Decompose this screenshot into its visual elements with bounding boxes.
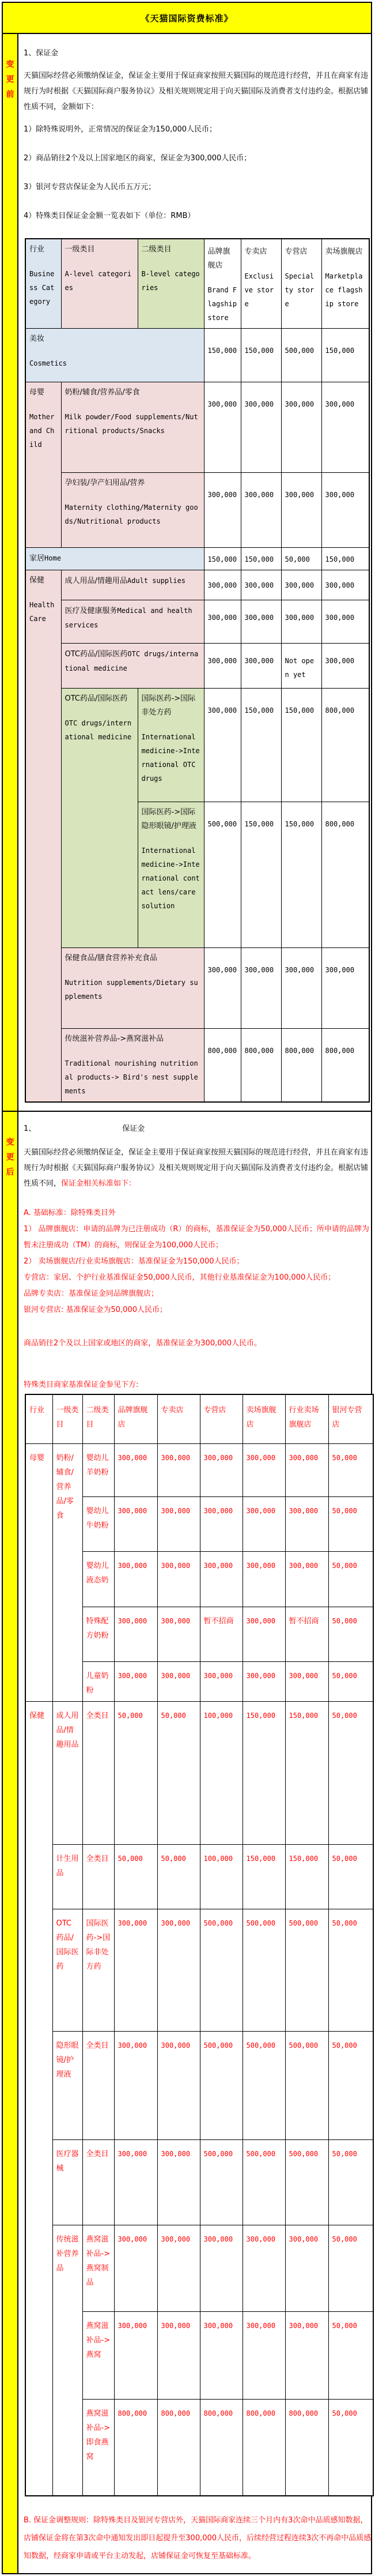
value-cell: 800,000 [157, 2399, 200, 2496]
value-cell: 150,000 [204, 329, 241, 382]
value-cell: 300,000 [114, 1909, 157, 2031]
table-row-international-otc [25, 689, 369, 802]
category-cell: 医疗及健康服务Medical and health services [61, 600, 204, 644]
value-cell: 800,000 [321, 802, 369, 948]
header-industry-marketplace-flagship: 行业卖场旗舰店 [285, 1394, 328, 1443]
value-cell: 300,000 [281, 382, 321, 473]
value-cell: 300,000 [114, 2139, 157, 2225]
table-header-row [25, 1394, 373, 1443]
after-intro-paragraph: 天猫国际经营必须缴纳保证金，保证金主要用于保证商家按照天猫国际的规范进行经营，并且在商家有违规行为时根据《天猫国际商户服务协议》及相关规则规定用于向天猫国际及消费者支付违约金。根据店铺性质不同，保证金相关标准如下： [24, 1148, 369, 1188]
categoryB-cell: 全类目 [82, 2139, 114, 2225]
categoryB-cell: 婴幼儿羊奶粉 [82, 1443, 114, 1496]
value-cell: 800,000 [241, 1029, 281, 1103]
header-industry: 行业 Business Category [25, 239, 61, 329]
value-cell: 300,000 [200, 1443, 243, 1496]
value-cell: 800,000 [285, 2399, 328, 2496]
table-row-cosmetics [25, 329, 369, 382]
value-cell: 300,000 [243, 1443, 285, 1496]
value-cell: 150,000 [281, 802, 321, 948]
value-cell: 300,000 [281, 600, 321, 644]
value-cell: 300,000 [321, 644, 369, 689]
before-heading: 1、保证金 [24, 49, 59, 58]
rule-brand-flagship: 1） 品牌旗舰店：申请的品牌为已注册成功（R）的商标，基准保证金为50,000人民币；所申请的品牌为暂未注册成功（TM）的商标，则保证金为100,000人民币； [24, 1225, 369, 1250]
header-catA: 一级类目 A-level categories [61, 239, 138, 329]
sidebar-label-before: 变更前 [3, 34, 18, 1111]
categoryB-cell: 燕窝滋补品->燕窝制品 [82, 2225, 114, 2311]
value-cell: 500,000 [285, 1909, 328, 2031]
value-cell: 300,000 [281, 570, 321, 600]
value-cell: 300,000 [204, 689, 241, 802]
category-cell: 美妆 Cosmetics [25, 329, 204, 382]
category-cell: 奶粉/辅食/营养品/零食 Milk powder/Food supplements/Nutritional products/Snacks [61, 382, 204, 473]
document-title-band [3, 3, 371, 34]
value-cell: 300,000 [114, 1551, 157, 1607]
value-cell: 300,000 [285, 1443, 328, 1496]
category-cell: OTC药品/国际医药OTC drugs/international medicine [61, 644, 204, 689]
value-cell: 300,000 [200, 2225, 243, 2311]
value-cell: 150,000 [241, 329, 281, 382]
value-cell: 150,000 [243, 1844, 285, 1909]
categoryB-cell: 婴幼儿牛奶粉 [82, 1496, 114, 1551]
rule-marketplace-flagship: 2） 卖场旗舰店/行业卖场旗舰店：基准保证金为150,000人民币； [24, 1257, 244, 1266]
value-cell: 300,000 [285, 2311, 328, 2399]
value-cell: 300,000 [204, 948, 241, 1029]
industry-cell: 母婴 Mother and Child [25, 382, 61, 548]
value-cell: 300,000 [157, 2311, 200, 2399]
value-cell: 150,000 [285, 1701, 328, 1844]
header-catB: 二级类目 [82, 1394, 114, 1443]
categoryB-cell: 燕窝滋补品->燕窝 [82, 2311, 114, 2399]
value-cell: 300,000 [321, 570, 369, 600]
table-row-contact-lens [25, 2031, 373, 2139]
before-point-1: 1）除特殊说明外，正常情况的保证金为150,000人民币； [24, 125, 217, 134]
categoryA-cell: OTC药品/国际医药 OTC drugs/international medicine [61, 689, 138, 948]
value-cell: 300,000 [204, 473, 241, 548]
section-before-change [3, 34, 371, 1112]
after-heading-title: 保证金 [122, 1125, 145, 1133]
table-row-nutrition-supplements [25, 948, 369, 1029]
value-cell: 300,000 [241, 948, 281, 1029]
value-cell: 300,000 [114, 1661, 157, 1701]
table-row-otc-international [25, 1909, 373, 2031]
categoryA-cell: 隐形眼镜/护理液 [52, 2031, 82, 2139]
categoryA-cell: 计生用品 [52, 1844, 82, 1909]
table-row-birds-nest-products [25, 2225, 373, 2311]
header-marketplace-flagship: 卖场旗舰店 Marketplace flagship store [321, 239, 369, 329]
before-intro-paragraph: 天猫国际经营必须缴纳保证金，保证金主要用于保证商家按照天猫国际的规范进行经营，并且在商家有违规行为时根据《天猫国际商户服务协议》及相关规则规定用于向天猫国际及消费者支付违约金。根据店铺性质不同，金额如下： [24, 72, 369, 111]
value-cell: 300,000 [157, 1551, 200, 1607]
value-cell: 800,000 [281, 1029, 321, 1103]
document-title: 《天猫国际资费标准》 [141, 13, 233, 24]
before-point-2: 2）商品销往2个及以上国家地区的商家，保证金为300,000人民币； [24, 154, 252, 163]
header-exclusive-store: 专卖店 Exclusive store [241, 239, 281, 329]
value-cell: 300,000 [321, 600, 369, 644]
value-cell: 500,000 [285, 2139, 328, 2225]
table-row-mother-child-milk [25, 382, 369, 473]
value-cell: 150,000 [241, 548, 281, 570]
categoryB-cell: 国际医药->国际非处方药 International medicine->International OTC drugs [138, 689, 204, 802]
value-cell: 300,000 [321, 473, 369, 548]
value-cell: 300,000 [241, 382, 281, 473]
value-cell: 300,000 [114, 1443, 157, 1496]
value-cell: 300,000 [157, 1909, 200, 2031]
value-cell: 150,000 [241, 689, 281, 802]
value-cell: 150,000 [321, 329, 369, 382]
value-cell: 500,000 [200, 2031, 243, 2139]
rule-multi-country: 商品销往2个及以上国家或地区的商家，基准保证金为300,000人民币。 [24, 1339, 262, 1348]
value-cell: 300,000 [321, 382, 369, 473]
value-cell: 300,000 [114, 2031, 157, 2139]
value-cell: 500,000 [281, 329, 321, 382]
value-cell: 300,000 [114, 2311, 157, 2399]
value-cell: 300,000 [114, 1607, 157, 1661]
categoryB-cell: 国际医药->国际隐形眼镜/护理液 International medicine->International contact lens/care solution [138, 802, 204, 948]
value-cell: 300,000 [157, 2139, 200, 2225]
header-brand-flagship: 品牌旗舰店 [114, 1394, 157, 1443]
header-industry: 行业 [25, 1394, 52, 1443]
value-cell: 300,000 [281, 948, 321, 1029]
categoryA-cell: OTC药品/国际医药 [52, 1909, 82, 2031]
categoryA-cell: 传统滋补营养品 [52, 2225, 82, 2496]
section-after-change [3, 1112, 371, 2573]
value-cell: 300,000 [243, 1607, 285, 1661]
value-cell: 50,000 [157, 1701, 200, 1844]
rule-base-standard: A. 基础标准：除特殊类目外 [24, 1209, 116, 1217]
table-row-adult-supplies [25, 570, 369, 600]
value-cell: 50,000 [328, 1661, 373, 1701]
value-cell: 800,000 [204, 1029, 241, 1103]
value-cell: 300,000 [243, 1551, 285, 1607]
document-page [2, 2, 372, 2574]
header-catB: 二级类目 B-level categories [138, 239, 204, 329]
category-cell: 保健食品/膳食营养补充食品 Nutrition supplements/Dietary supplements [61, 948, 204, 1029]
special-category-table-intro: 特殊类目商家基准保证金参见下方: [24, 1381, 139, 1389]
value-cell: 300,000 [285, 1661, 328, 1701]
value-cell: 150,000 [285, 1844, 328, 1909]
industry-cell: 母婴 [25, 1443, 52, 1701]
value-cell: 300,000 [157, 1661, 200, 1701]
category-cell: 孕妇装/孕产妇用品/营养 Maternity clothing/Maternity goods/Nutritional products [61, 473, 204, 548]
value-cell: 300,000 [243, 2225, 285, 2311]
value-cell: 50,000 [328, 1496, 373, 1551]
value-cell: 300,000 [200, 1661, 243, 1701]
table-row-maternity [25, 473, 369, 548]
value-cell: 500,000 [285, 2031, 328, 2139]
header-brand-flagship: 品牌旗舰店 Brand Flagship store [204, 239, 241, 329]
categoryB-cell: 国际医药->国际非处方药 [82, 1909, 114, 2031]
table-row-medical-services [25, 600, 369, 644]
value-cell: 500,000 [243, 2139, 285, 2225]
header-specialty-store: 专营店 [200, 1394, 243, 1443]
value-cell: 800,000 [114, 2399, 157, 2496]
value-cell: 500,000 [200, 2139, 243, 2225]
value-cell: 50,000 [328, 2139, 373, 2225]
value-cell: 300,000 [204, 570, 241, 600]
value-cell: Not open yet [281, 644, 321, 689]
industry-cell: 保健 [25, 1701, 52, 2496]
value-cell: 500,000 [200, 1909, 243, 2031]
header-galaxy-store: 银河专营店 [328, 1394, 373, 1443]
value-cell: 300,000 [200, 2311, 243, 2399]
value-cell: 300,000 [200, 1496, 243, 1551]
value-cell: 暂不招商 [200, 1607, 243, 1661]
value-cell: 暂不招商 [285, 1607, 328, 1661]
value-cell: 300,000 [204, 600, 241, 644]
before-point-4: 4）特殊类目保证金金额一览表如下（单位：RMB） [24, 212, 195, 220]
value-cell: 50,000 [157, 1844, 200, 1909]
value-cell: 150,000 [321, 548, 369, 570]
section-after-content [18, 1112, 375, 2573]
value-cell: 50,000 [328, 2225, 373, 2311]
value-cell: 300,000 [157, 1443, 200, 1496]
categoryB-cell: 特殊配方奶粉 [82, 1607, 114, 1661]
categoryA-cell: 成人用品/情趣用品 [52, 1701, 82, 1844]
value-cell: 300,000 [204, 382, 241, 473]
value-cell: 150,000 [241, 802, 281, 948]
value-cell: 800,000 [321, 1029, 369, 1103]
value-cell: 800,000 [200, 2399, 243, 2496]
table-row-medical-devices [25, 2139, 373, 2225]
sidebar-label-after: 变更后 [3, 1112, 18, 2573]
value-cell: 300,000 [241, 473, 281, 548]
value-cell: 50,000 [328, 1607, 373, 1661]
value-cell: 800,000 [243, 2399, 285, 2496]
category-cell: 家居Home [25, 548, 204, 570]
table-row-adult-supplies [25, 1701, 373, 1844]
categoryB-cell: 婴幼儿液态奶 [82, 1551, 114, 1607]
value-cell: 50,000 [328, 2311, 373, 2399]
value-cell: 300,000 [157, 1496, 200, 1551]
rule-specialty-store: 专营店：家居、个护行业基准保证金50,000人民币，其他行业基准保证金为100,000人民币； [24, 1273, 336, 1282]
value-cell: 300,000 [157, 2031, 200, 2139]
deposit-table-before [25, 238, 370, 1103]
value-cell: 50,000 [328, 1443, 373, 1496]
value-cell: 300,000 [200, 1551, 243, 1607]
value-cell: 50,000 [328, 1909, 373, 2031]
categoryB-cell: 全类目 [82, 1701, 114, 1844]
after-heading [24, 1122, 374, 1133]
header-catA: 一级类目 [52, 1394, 82, 1443]
value-cell: 50,000 [281, 548, 321, 570]
value-cell: 300,000 [321, 948, 369, 1029]
value-cell: 300,000 [243, 1496, 285, 1551]
value-cell: 50,000 [114, 1844, 157, 1909]
rule-exclusive-store: 品牌专卖店：基准保证金同品牌旗舰店； [24, 1289, 159, 1298]
value-cell: 50,000 [114, 1701, 157, 1844]
value-cell: 500,000 [243, 1909, 285, 2031]
table-row-birth-control [25, 1844, 373, 1909]
value-cell: 50,000 [328, 1701, 373, 1844]
value-cell: 300,000 [114, 1496, 157, 1551]
table-row-birds-nest [25, 1029, 369, 1103]
value-cell: 500,000 [243, 2031, 285, 2139]
section-before-content [18, 34, 373, 1111]
header-exclusive-store: 专卖店 [157, 1394, 200, 1443]
value-cell: 300,000 [285, 2225, 328, 2311]
table-row-otc-drugs [25, 644, 369, 689]
value-cell: 300,000 [285, 1551, 328, 1607]
table-row-goat-milk [25, 1443, 373, 1496]
value-cell: 300,000 [243, 2311, 285, 2399]
value-cell: 300,000 [157, 2225, 200, 2311]
value-cell: 300,000 [241, 570, 281, 600]
rule-galaxy-store: 银河专营店: 基准保证金为50,000人民币； [24, 1306, 167, 1314]
value-cell: 50,000 [328, 2399, 373, 2496]
after-heading-number: 1、 [24, 1125, 36, 1133]
categoryB-cell: 全类目 [82, 1844, 114, 1909]
value-cell: 300,000 [281, 473, 321, 548]
deposit-table-after [25, 1394, 374, 2496]
after-intro-red: 保证金相关标准如下： [61, 1179, 137, 1188]
header-marketplace-flagship: 卖场旗舰店 [243, 1394, 285, 1443]
categoryB-cell: 儿童奶粉 [82, 1661, 114, 1701]
value-cell: 150,000 [204, 548, 241, 570]
value-cell: 50,000 [328, 2031, 373, 2139]
header-specialty-store: 专营店 Specialty store [281, 239, 321, 329]
value-cell: 50,000 [328, 1844, 373, 1909]
value-cell: 300,000 [243, 1661, 285, 1701]
value-cell: 300,000 [241, 600, 281, 644]
value-cell: 300,000 [285, 1496, 328, 1551]
value-cell: 150,000 [281, 689, 321, 802]
value-cell: 300,000 [157, 1607, 200, 1661]
value-cell: 300,000 [114, 2225, 157, 2311]
deposit-adjustment-note: B. 保证金调整规则：除特殊类目及银河专营店外，天猫国际商家连续三个月内有3次命中品质感知数据，店铺保证金将在第3次命中通知发出即日起提升至300,000人民币，后续经营过程连续3次不再命中品质感知数据，经商家申请或平台主动发起，店铺保证金可恢复至基础标准。 [24, 2516, 372, 2560]
value-cell: 150,000 [243, 1701, 285, 1844]
before-point-3: 3）银河专营店保证金为人民币五万元； [24, 183, 156, 191]
value-cell: 50,000 [328, 1551, 373, 1607]
categoryB-cell: 燕窝滋补品->即食燕窝 [82, 2399, 114, 2496]
value-cell: 100,000 [200, 1701, 243, 1844]
value-cell: 800,000 [321, 689, 369, 802]
table-header-row [25, 239, 369, 329]
value-cell: 500,000 [204, 802, 241, 948]
category-cell: 成人用品/情趣用品Adult supplies [61, 570, 204, 600]
value-cell: 100,000 [200, 1844, 243, 1909]
value-cell: 300,000 [241, 644, 281, 689]
category-cell: 传统滋补营养品->燕窝滋补品 Traditional nourishing nutritional products-> Bird's nest supplements [61, 1029, 204, 1103]
categoryB-cell: 全类目 [82, 2031, 114, 2139]
value-cell: 300,000 [204, 644, 241, 689]
industry-cell: 保健 Health Care [25, 570, 61, 1103]
categoryA-cell: 奶粉/辅食/营养品/零食 [52, 1443, 82, 1701]
categoryA-cell: 医疗器械 [52, 2139, 82, 2225]
table-row-home [25, 548, 369, 570]
